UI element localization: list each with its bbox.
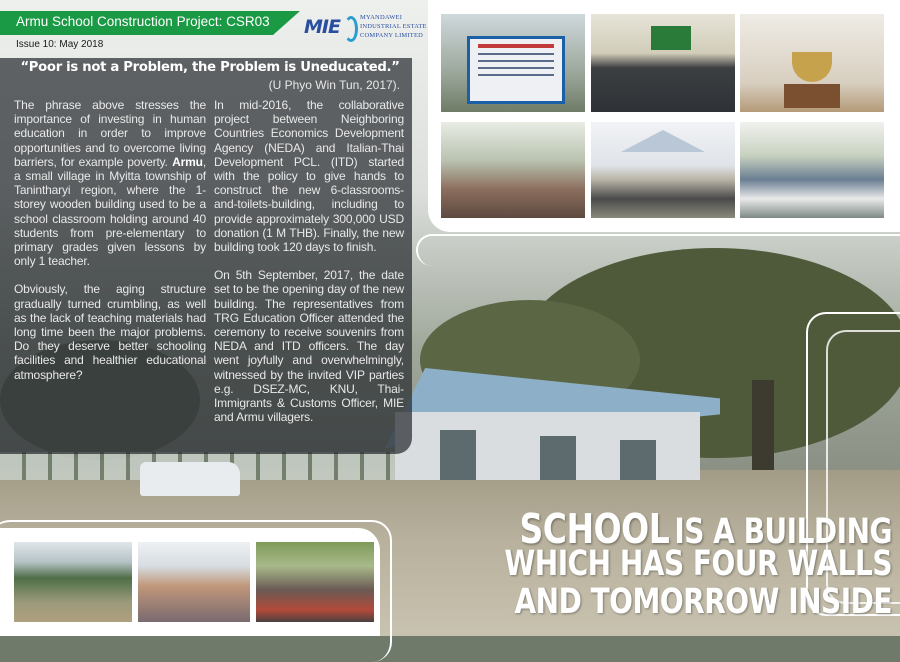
school-door [540,436,576,480]
headline-line-2 [400,542,892,584]
issue-label: Issue 10: May 2018 [16,39,104,50]
headline-word: SCHOOL [519,504,670,553]
project-signboard [467,36,565,104]
building-roof [621,130,705,152]
logo-line: INDUSTRIAL ESTATE [360,23,427,30]
header-title: Armu School Construction Project: CSR03 [16,14,270,29]
stand [784,84,840,108]
headline-word: IS A BUILDING [674,510,892,552]
photo-souvenir-bowl [740,14,884,112]
paragraph: On 5th September, 2017, the date set to be the opening day of the new building. The representatives from TRG Education Officer attended the ceremony to receive souvenirs from NEDA and ITD officers. The day went joyfully and overwhelmingly, witnessed by the invited VIP parties e.g. DSEZ-MC, KNU, Thai-Immigrants & Customs Officer, MIE and Armu villagers. [214,268,404,425]
photo-project-sign [441,14,585,112]
quote-source: (U Phyo Win Tun, 2017). [268,78,400,92]
decorative-line [416,234,900,266]
photo-students-classroom [441,122,585,218]
headline-text: AND TOMORROW INSIDE [514,580,892,622]
silver-bowl [792,52,832,82]
paragraph [14,98,206,268]
company-logo [304,12,427,42]
article-column-left [14,98,206,396]
paragraph: In mid-2016, the collaborative project between Neighboring Countries Economics Development Agency (NEDA) and Italian-Thai Development PCL. (ITD) started with the policy to give hands to construct the new 6-classrooms-and-toilets-building, including to provide approximately 300,000 USD donation (1 M THB). Finally, the new building took 120 days to finish. [214,98,404,255]
photo-group-students [740,122,884,218]
village-name: Armu [172,154,203,169]
photo-village-children [256,542,374,622]
pickup-truck [140,462,240,496]
headline-text: WHICH HAS FOUR WALLS [504,542,892,584]
banner [651,26,691,50]
paragraph-text: The phrase above stresses the importance of investing in human education in order to improve opportunities and to overcome living barriers, for example poverty. [14,98,206,169]
photo-ceremony-handover [591,14,735,112]
logo-line: MYANDAWEI [360,14,403,21]
photo-mother-children [138,542,250,622]
quote: “Poor is not a Problem, the Problem is Uneducated.” [20,60,400,75]
logo-line: COMPANY LIMITED [360,32,424,39]
photo-village-field [14,542,132,622]
school-door [620,440,656,480]
logo-mark: MIE [304,16,340,38]
paragraph-text: , a small village in Myitta township of Tanintharyi region, where the 1-storey wooden building used to be a school classroom holding around 40 students from pre-elementary to primary grades given lessons by only 1 teacher. [14,154,206,269]
paragraph: Obviously, the aging structure gradually turned crumbling, as well as the lack of teaching materials had long time been the major problems. Do they deserve better schooling facilities and healthier educational atmosphere? [14,282,206,382]
headline-line-3 [400,580,892,622]
logo-swoosh-icon [344,16,358,42]
article-column-right [214,98,404,438]
school-door [440,430,476,480]
photo-new-building [591,122,735,218]
